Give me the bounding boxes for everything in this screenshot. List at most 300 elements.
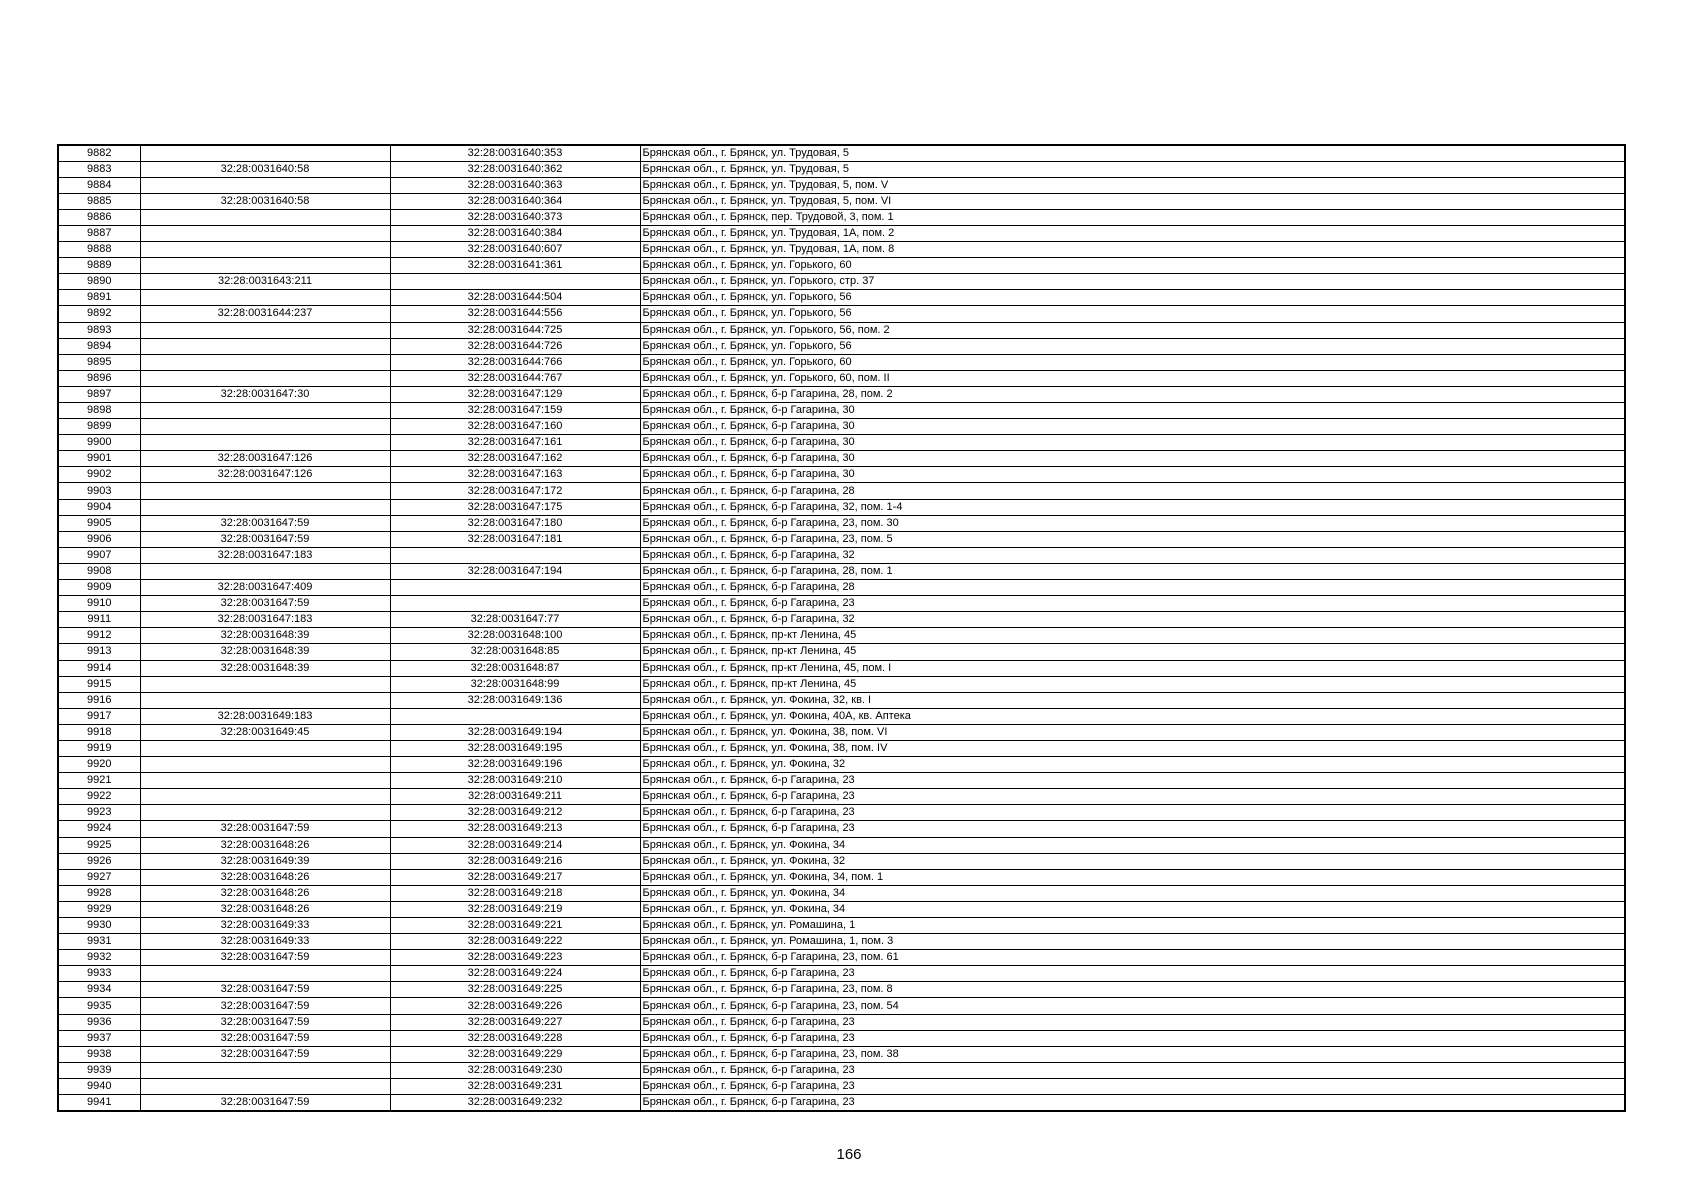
table-row (58, 242, 1625, 258)
address-cell: Брянская обл., г. Брянск, ул. Горького, 60 (640, 258, 1625, 274)
row-number-cell: 9933 (58, 966, 140, 982)
table-row (58, 708, 1625, 724)
land-plot-cadastral-cell: 32:28:0031649:33 (140, 918, 390, 934)
land-plot-cadastral-cell (140, 145, 390, 161)
address-cell: Брянская обл., г. Брянск, б-р Гагарина, 23 (640, 821, 1625, 837)
address-cell: Брянская обл., г. Брянск, б-р Гагарина, 30 (640, 451, 1625, 467)
table-row (58, 676, 1625, 692)
table-row (58, 435, 1625, 451)
object-cadastral-cell: 32:28:0031649:195 (390, 740, 640, 756)
table-row (58, 419, 1625, 435)
address-cell: Брянская обл., г. Брянск, б-р Гагарина, 32 (640, 612, 1625, 628)
land-plot-cadastral-cell (140, 773, 390, 789)
table-row (58, 692, 1625, 708)
address-cell: Брянская обл., г. Брянск, б-р Гагарина, 32, пом. 1-4 (640, 499, 1625, 515)
object-cadastral-cell: 32:28:0031640:373 (390, 209, 640, 225)
object-cadastral-cell: 32:28:0031647:160 (390, 419, 640, 435)
table-row (58, 805, 1625, 821)
address-cell: Брянская обл., г. Брянск, ул. Горького, 56 (640, 338, 1625, 354)
object-cadastral-cell: 32:28:0031649:210 (390, 773, 640, 789)
object-cadastral-cell: 32:28:0031640:353 (390, 145, 640, 161)
table-row (58, 499, 1625, 515)
row-number-cell: 9909 (58, 580, 140, 596)
address-cell: Брянская обл., г. Брянск, ул. Горького, 56 (640, 290, 1625, 306)
object-cadastral-cell (390, 274, 640, 290)
table-row (58, 998, 1625, 1014)
object-cadastral-cell: 32:28:0031649:228 (390, 1030, 640, 1046)
object-cadastral-cell: 32:28:0031644:725 (390, 322, 640, 338)
object-cadastral-cell: 32:28:0031647:172 (390, 483, 640, 499)
land-plot-cadastral-cell (140, 789, 390, 805)
land-plot-cadastral-cell: 32:28:0031648:26 (140, 885, 390, 901)
table-row (58, 757, 1625, 773)
address-cell: Брянская обл., г. Брянск, пр-кт Ленина, 45 (640, 676, 1625, 692)
row-number-cell: 9901 (58, 451, 140, 467)
row-number-cell: 9911 (58, 612, 140, 628)
address-cell: Брянская обл., г. Брянск, ул. Фокина, 34 (640, 837, 1625, 853)
address-cell: Брянская обл., г. Брянск, ул. Трудовая, 5, пом. VI (640, 193, 1625, 209)
object-cadastral-cell (390, 580, 640, 596)
row-number-cell: 9925 (58, 837, 140, 853)
row-number-cell: 9882 (58, 145, 140, 161)
table-row (58, 966, 1625, 982)
row-number-cell: 9916 (58, 692, 140, 708)
land-plot-cadastral-cell: 32:28:0031647:183 (140, 612, 390, 628)
table-row (58, 628, 1625, 644)
object-cadastral-cell: 32:28:0031649:213 (390, 821, 640, 837)
land-plot-cadastral-cell: 32:28:0031647:409 (140, 580, 390, 596)
table-row (58, 225, 1625, 241)
table-row (58, 290, 1625, 306)
row-number-cell: 9937 (58, 1030, 140, 1046)
table-row (58, 1030, 1625, 1046)
land-plot-cadastral-cell (140, 499, 390, 515)
land-plot-cadastral-cell (140, 242, 390, 258)
address-cell: Брянская обл., г. Брянск, ул. Горького, 56, пом. 2 (640, 322, 1625, 338)
table-row (58, 644, 1625, 660)
land-plot-cadastral-cell: 32:28:0031640:58 (140, 193, 390, 209)
land-plot-cadastral-cell (140, 692, 390, 708)
land-plot-cadastral-cell: 32:28:0031647:59 (140, 515, 390, 531)
address-cell: Брянская обл., г. Брянск, б-р Гагарина, 23 (640, 1095, 1625, 1111)
object-cadastral-cell: 32:28:0031640:607 (390, 242, 640, 258)
land-plot-cadastral-cell (140, 258, 390, 274)
row-number-cell: 9894 (58, 338, 140, 354)
land-plot-cadastral-cell (140, 805, 390, 821)
address-cell: Брянская обл., г. Брянск, ул. Трудовая, 1А, пом. 8 (640, 242, 1625, 258)
land-plot-cadastral-cell (140, 483, 390, 499)
land-plot-cadastral-cell: 32:28:0031647:59 (140, 531, 390, 547)
address-cell: Брянская обл., г. Брянск, б-р Гагарина, 30 (640, 419, 1625, 435)
row-number-cell: 9940 (58, 1078, 140, 1094)
land-plot-cadastral-cell: 32:28:0031648:39 (140, 644, 390, 660)
object-cadastral-cell: 32:28:0031649:212 (390, 805, 640, 821)
row-number-cell: 9939 (58, 1062, 140, 1078)
row-number-cell: 9891 (58, 290, 140, 306)
land-plot-cadastral-cell: 32:28:0031647:59 (140, 1046, 390, 1062)
row-number-cell: 9902 (58, 467, 140, 483)
object-cadastral-cell: 32:28:0031649:227 (390, 1014, 640, 1030)
address-cell: Брянская обл., г. Брянск, б-р Гагарина, 23, пом. 61 (640, 950, 1625, 966)
land-plot-cadastral-cell: 32:28:0031647:59 (140, 596, 390, 612)
object-cadastral-cell: 32:28:0031649:211 (390, 789, 640, 805)
row-number-cell: 9923 (58, 805, 140, 821)
object-cadastral-cell: 32:28:0031640:384 (390, 225, 640, 241)
row-number-cell: 9929 (58, 901, 140, 917)
row-number-cell: 9904 (58, 499, 140, 515)
object-cadastral-cell: 32:28:0031640:364 (390, 193, 640, 209)
land-plot-cadastral-cell: 32:28:0031647:59 (140, 821, 390, 837)
address-cell: Брянская обл., г. Брянск, ул. Фокина, 32, кв. I (640, 692, 1625, 708)
object-cadastral-cell: 32:28:0031647:163 (390, 467, 640, 483)
table-row (58, 982, 1625, 998)
object-cadastral-cell: 32:28:0031649:229 (390, 1046, 640, 1062)
row-number-cell: 9932 (58, 950, 140, 966)
land-plot-cadastral-cell (140, 676, 390, 692)
table-row (58, 789, 1625, 805)
object-cadastral-cell: 32:28:0031641:361 (390, 258, 640, 274)
land-plot-cadastral-cell: 32:28:0031647:59 (140, 1095, 390, 1111)
land-plot-cadastral-cell: 32:28:0031647:183 (140, 547, 390, 563)
land-plot-cadastral-cell: 32:28:0031648:26 (140, 901, 390, 917)
land-plot-cadastral-cell (140, 209, 390, 225)
row-number-cell: 9892 (58, 306, 140, 322)
table-row (58, 338, 1625, 354)
address-cell: Брянская обл., г. Брянск, ул. Фокина, 40А, кв. Аптека (640, 708, 1625, 724)
table-row (58, 869, 1625, 885)
row-number-cell: 9931 (58, 934, 140, 950)
table-row (58, 660, 1625, 676)
land-plot-cadastral-cell (140, 757, 390, 773)
object-cadastral-cell (390, 547, 640, 563)
address-cell: Брянская обл., г. Брянск, б-р Гагарина, 23, пом. 38 (640, 1046, 1625, 1062)
row-number-cell: 9899 (58, 419, 140, 435)
land-plot-cadastral-cell (140, 966, 390, 982)
table-row (58, 515, 1625, 531)
table-row (58, 209, 1625, 225)
table-row (58, 1095, 1625, 1111)
row-number-cell: 9897 (58, 386, 140, 402)
address-cell: Брянская обл., г. Брянск, б-р Гагарина, 28 (640, 483, 1625, 499)
land-plot-cadastral-cell: 32:28:0031647:59 (140, 1030, 390, 1046)
address-cell: Брянская обл., г. Брянск, ул. Горького, 60 (640, 354, 1625, 370)
row-number-cell: 9883 (58, 161, 140, 177)
table-row (58, 467, 1625, 483)
row-number-cell: 9918 (58, 724, 140, 740)
address-cell: Брянская обл., г. Брянск, б-р Гагарина, 23 (640, 1014, 1625, 1030)
address-cell: Брянская обл., г. Брянск, ул. Трудовая, 5, пом. V (640, 177, 1625, 193)
object-cadastral-cell: 32:28:0031640:363 (390, 177, 640, 193)
object-cadastral-cell: 32:28:0031647:180 (390, 515, 640, 531)
table-row (58, 612, 1625, 628)
land-plot-cadastral-cell: 32:28:0031648:39 (140, 628, 390, 644)
address-cell: Брянская обл., г. Брянск, ул. Фокина, 34 (640, 901, 1625, 917)
land-plot-cadastral-cell: 32:28:0031648:26 (140, 837, 390, 853)
address-cell: Брянская обл., г. Брянск, ул. Фокина, 34 (640, 885, 1625, 901)
object-cadastral-cell: 32:28:0031647:77 (390, 612, 640, 628)
row-number-cell: 9915 (58, 676, 140, 692)
object-cadastral-cell: 32:28:0031649:225 (390, 982, 640, 998)
table-row (58, 1062, 1625, 1078)
table-row (58, 837, 1625, 853)
address-cell: Брянская обл., г. Брянск, б-р Гагарина, 23 (640, 966, 1625, 982)
object-cadastral-cell: 32:28:0031649:194 (390, 724, 640, 740)
address-cell: Брянская обл., г. Брянск, б-р Гагарина, 30 (640, 403, 1625, 419)
page-number: 166 (836, 1146, 862, 1163)
object-cadastral-cell: 32:28:0031649:216 (390, 853, 640, 869)
object-cadastral-cell: 32:28:0031647:162 (390, 451, 640, 467)
object-cadastral-cell: 32:28:0031644:726 (390, 338, 640, 354)
land-plot-cadastral-cell (140, 322, 390, 338)
row-number-cell: 9936 (58, 1014, 140, 1030)
land-plot-cadastral-cell (140, 435, 390, 451)
row-number-cell: 9905 (58, 515, 140, 531)
address-cell: Брянская обл., г. Брянск, б-р Гагарина, 28, пом. 2 (640, 386, 1625, 402)
object-cadastral-cell: 32:28:0031647:129 (390, 386, 640, 402)
row-number-cell: 9927 (58, 869, 140, 885)
table-row (58, 580, 1625, 596)
object-cadastral-cell: 32:28:0031640:362 (390, 161, 640, 177)
address-cell: Брянская обл., г. Брянск, ул. Горького, стр. 37 (640, 274, 1625, 290)
object-cadastral-cell: 32:28:0031644:556 (390, 306, 640, 322)
row-number-cell: 9917 (58, 708, 140, 724)
land-plot-cadastral-cell: 32:28:0031643:211 (140, 274, 390, 290)
object-cadastral-cell (390, 708, 640, 724)
land-plot-cadastral-cell: 32:28:0031647:126 (140, 467, 390, 483)
row-number-cell: 9895 (58, 354, 140, 370)
address-cell: Брянская обл., г. Брянск, б-р Гагарина, 30 (640, 467, 1625, 483)
land-plot-cadastral-cell: 32:28:0031649:183 (140, 708, 390, 724)
row-number-cell: 9922 (58, 789, 140, 805)
table-row (58, 934, 1625, 950)
land-plot-cadastral-cell: 32:28:0031649:39 (140, 853, 390, 869)
object-cadastral-cell: 32:28:0031649:218 (390, 885, 640, 901)
land-plot-cadastral-cell (140, 370, 390, 386)
land-plot-cadastral-cell: 32:28:0031647:59 (140, 1014, 390, 1030)
address-cell: Брянская обл., г. Брянск, б-р Гагарина, 28, пом. 1 (640, 563, 1625, 579)
table-row (58, 258, 1625, 274)
address-cell: Брянская обл., г. Брянск, ул. Трудовая, 5 (640, 161, 1625, 177)
address-cell: Брянская обл., г. Брянск, пр-кт Ленина, 45, пом. I (640, 660, 1625, 676)
land-plot-cadastral-cell: 32:28:0031647:59 (140, 950, 390, 966)
registry-table-body (58, 145, 1625, 1111)
table-row (58, 596, 1625, 612)
address-cell: Брянская обл., г. Брянск, б-р Гагарина, 23 (640, 596, 1625, 612)
object-cadastral-cell: 32:28:0031649:223 (390, 950, 640, 966)
object-cadastral-cell: 32:28:0031649:230 (390, 1062, 640, 1078)
address-cell: Брянская обл., г. Брянск, пр-кт Ленина, 45 (640, 628, 1625, 644)
address-cell: Брянская обл., г. Брянск, б-р Гагарина, 23, пом. 5 (640, 531, 1625, 547)
land-plot-cadastral-cell: 32:28:0031647:59 (140, 982, 390, 998)
address-cell: Брянская обл., г. Брянск, б-р Гагарина, 23 (640, 1062, 1625, 1078)
address-cell: Брянская обл., г. Брянск, ул. Трудовая, 1А, пом. 2 (640, 225, 1625, 241)
land-plot-cadastral-cell (140, 740, 390, 756)
object-cadastral-cell: 32:28:0031649:232 (390, 1095, 640, 1111)
row-number-cell: 9900 (58, 435, 140, 451)
object-cadastral-cell (390, 596, 640, 612)
address-cell: Брянская обл., г. Брянск, ул. Фокина, 32 (640, 757, 1625, 773)
row-number-cell: 9898 (58, 403, 140, 419)
land-plot-cadastral-cell: 32:28:0031649:45 (140, 724, 390, 740)
table-row (58, 370, 1625, 386)
row-number-cell: 9884 (58, 177, 140, 193)
table-row (58, 177, 1625, 193)
row-number-cell: 9910 (58, 596, 140, 612)
land-plot-cadastral-cell (140, 563, 390, 579)
address-cell: Брянская обл., г. Брянск, ул. Фокина, 38, пом. VI (640, 724, 1625, 740)
object-cadastral-cell: 32:28:0031644:504 (390, 290, 640, 306)
table-row (58, 161, 1625, 177)
land-plot-cadastral-cell: 32:28:0031647:126 (140, 451, 390, 467)
object-cadastral-cell: 32:28:0031649:231 (390, 1078, 640, 1094)
object-cadastral-cell: 32:28:0031647:161 (390, 435, 640, 451)
land-plot-cadastral-cell: 32:28:0031644:237 (140, 306, 390, 322)
address-cell: Брянская обл., г. Брянск, б-р Гагарина, 23 (640, 789, 1625, 805)
address-cell: Брянская обл., г. Брянск, б-р Гагарина, 23 (640, 1030, 1625, 1046)
table-row (58, 193, 1625, 209)
address-cell: Брянская обл., г. Брянск, б-р Гагарина, 23 (640, 805, 1625, 821)
row-number-cell: 9930 (58, 918, 140, 934)
row-number-cell: 9896 (58, 370, 140, 386)
row-number-cell: 9938 (58, 1046, 140, 1062)
table-row (58, 821, 1625, 837)
address-cell: Брянская обл., г. Брянск, б-р Гагарина, 23, пом. 54 (640, 998, 1625, 1014)
object-cadastral-cell: 32:28:0031648:87 (390, 660, 640, 676)
object-cadastral-cell: 32:28:0031649:196 (390, 757, 640, 773)
address-cell: Брянская обл., г. Брянск, ул. Трудовая, 5 (640, 145, 1625, 161)
land-plot-cadastral-cell: 32:28:0031647:30 (140, 386, 390, 402)
table-row (58, 773, 1625, 789)
land-plot-cadastral-cell (140, 403, 390, 419)
land-plot-cadastral-cell: 32:28:0031648:39 (140, 660, 390, 676)
object-cadastral-cell: 32:28:0031649:214 (390, 837, 640, 853)
table-row (58, 853, 1625, 869)
object-cadastral-cell: 32:28:0031649:217 (390, 869, 640, 885)
row-number-cell: 9921 (58, 773, 140, 789)
land-plot-cadastral-cell (140, 419, 390, 435)
address-cell: Брянская обл., г. Брянск, ул. Горького, 60, пом. II (640, 370, 1625, 386)
row-number-cell: 9924 (58, 821, 140, 837)
object-cadastral-cell: 32:28:0031649:219 (390, 901, 640, 917)
table-row (58, 1014, 1625, 1030)
row-number-cell: 9907 (58, 547, 140, 563)
row-number-cell: 9889 (58, 258, 140, 274)
address-cell: Брянская обл., г. Брянск, ул. Фокина, 32 (640, 853, 1625, 869)
row-number-cell: 9941 (58, 1095, 140, 1111)
row-number-cell: 9906 (58, 531, 140, 547)
table-row (58, 740, 1625, 756)
object-cadastral-cell: 32:28:0031647:175 (390, 499, 640, 515)
object-cadastral-cell: 32:28:0031644:766 (390, 354, 640, 370)
object-cadastral-cell: 32:28:0031644:767 (390, 370, 640, 386)
land-plot-cadastral-cell: 32:28:0031648:26 (140, 869, 390, 885)
table-row (58, 386, 1625, 402)
address-cell: Брянская обл., г. Брянск, б-р Гагарина, 23, пом. 8 (640, 982, 1625, 998)
land-plot-cadastral-cell (140, 225, 390, 241)
address-cell: Брянская обл., г. Брянск, ул. Горького, 56 (640, 306, 1625, 322)
table-row (58, 1046, 1625, 1062)
table-row (58, 145, 1625, 161)
object-cadastral-cell: 32:28:0031648:100 (390, 628, 640, 644)
address-cell: Брянская обл., г. Брянск, ул. Фокина, 38, пом. IV (640, 740, 1625, 756)
address-cell: Брянская обл., г. Брянск, ул. Ромашина, 1 (640, 918, 1625, 934)
object-cadastral-cell: 32:28:0031648:99 (390, 676, 640, 692)
row-number-cell: 9913 (58, 644, 140, 660)
land-plot-cadastral-cell (140, 290, 390, 306)
address-cell: Брянская обл., г. Брянск, б-р Гагарина, 23 (640, 773, 1625, 789)
row-number-cell: 9888 (58, 242, 140, 258)
table-row (58, 451, 1625, 467)
row-number-cell: 9903 (58, 483, 140, 499)
object-cadastral-cell: 32:28:0031649:226 (390, 998, 640, 1014)
row-number-cell: 9908 (58, 563, 140, 579)
row-number-cell: 9914 (58, 660, 140, 676)
table-row (58, 483, 1625, 499)
object-cadastral-cell: 32:28:0031647:194 (390, 563, 640, 579)
row-number-cell: 9890 (58, 274, 140, 290)
land-plot-cadastral-cell: 32:28:0031640:58 (140, 161, 390, 177)
row-number-cell: 9934 (58, 982, 140, 998)
land-plot-cadastral-cell (140, 1062, 390, 1078)
table-row (58, 403, 1625, 419)
object-cadastral-cell: 32:28:0031647:159 (390, 403, 640, 419)
row-number-cell: 9919 (58, 740, 140, 756)
land-plot-cadastral-cell: 32:28:0031647:59 (140, 998, 390, 1014)
land-plot-cadastral-cell (140, 177, 390, 193)
table-row (58, 354, 1625, 370)
table-row (58, 322, 1625, 338)
land-plot-cadastral-cell (140, 354, 390, 370)
object-cadastral-cell: 32:28:0031649:222 (390, 934, 640, 950)
object-cadastral-cell: 32:28:0031649:136 (390, 692, 640, 708)
address-cell: Брянская обл., г. Брянск, б-р Гагарина, 23 (640, 1078, 1625, 1094)
registry-table (57, 144, 1626, 1112)
address-cell: Брянская обл., г. Брянск, ул. Фокина, 34, пом. 1 (640, 869, 1625, 885)
address-cell: Брянская обл., г. Брянск, б-р Гагарина, 28 (640, 580, 1625, 596)
address-cell: Брянская обл., г. Брянск, б-р Гагарина, 32 (640, 547, 1625, 563)
row-number-cell: 9893 (58, 322, 140, 338)
row-number-cell: 9928 (58, 885, 140, 901)
table-row (58, 563, 1625, 579)
table-row (58, 724, 1625, 740)
table-row (58, 531, 1625, 547)
object-cadastral-cell: 32:28:0031647:181 (390, 531, 640, 547)
land-plot-cadastral-cell (140, 338, 390, 354)
address-cell: Брянская обл., г. Брянск, ул. Ромашина, 1, пом. 3 (640, 934, 1625, 950)
address-cell: Брянская обл., г. Брянск, пер. Трудовой, 3, пом. 1 (640, 209, 1625, 225)
row-number-cell: 9920 (58, 757, 140, 773)
table-row (58, 950, 1625, 966)
row-number-cell: 9887 (58, 225, 140, 241)
address-cell: Брянская обл., г. Брянск, б-р Гагарина, 30 (640, 435, 1625, 451)
object-cadastral-cell: 32:28:0031649:224 (390, 966, 640, 982)
table-row (58, 1078, 1625, 1094)
table-row (58, 547, 1625, 563)
row-number-cell: 9926 (58, 853, 140, 869)
row-number-cell: 9912 (58, 628, 140, 644)
address-cell: Брянская обл., г. Брянск, пр-кт Ленина, 45 (640, 644, 1625, 660)
row-number-cell: 9886 (58, 209, 140, 225)
land-plot-cadastral-cell (140, 1078, 390, 1094)
table-row (58, 901, 1625, 917)
object-cadastral-cell: 32:28:0031648:85 (390, 644, 640, 660)
row-number-cell: 9885 (58, 193, 140, 209)
address-cell: Брянская обл., г. Брянск, б-р Гагарина, 23, пом. 30 (640, 515, 1625, 531)
land-plot-cadastral-cell: 32:28:0031649:33 (140, 934, 390, 950)
table-row (58, 918, 1625, 934)
object-cadastral-cell: 32:28:0031649:221 (390, 918, 640, 934)
table-row (58, 274, 1625, 290)
